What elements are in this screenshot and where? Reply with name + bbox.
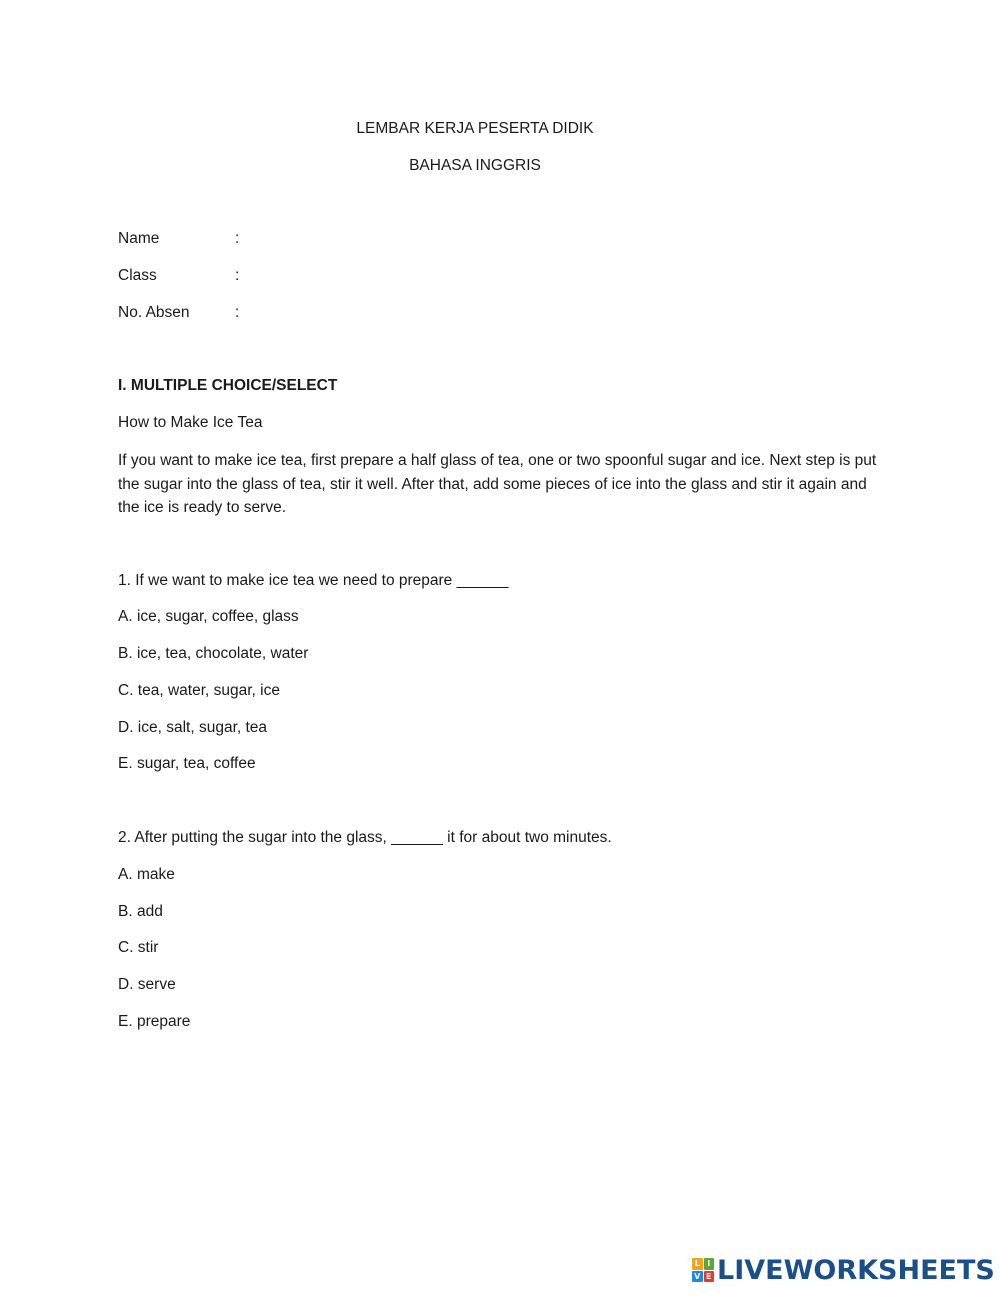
reading-title: How to Make Ice Tea xyxy=(118,414,263,431)
section-heading: I. MULTIPLE CHOICE/SELECT xyxy=(118,377,338,394)
name-colon: : xyxy=(235,230,240,247)
logo-mark-cell: L xyxy=(692,1258,703,1270)
question-1-option-b[interactable]: B. ice, tea, chocolate, water xyxy=(118,645,309,662)
live-logo-icon xyxy=(692,1258,714,1282)
logo-mark-cell: V xyxy=(692,1271,703,1283)
logo-mark-cell: I xyxy=(704,1258,715,1270)
liveworksheets-logo xyxy=(692,1254,995,1286)
worksheet-title: LEMBAR KERJA PESERTA DIDIK xyxy=(356,120,594,137)
reading-passage: If you want to make ice tea, first prepare a half glass of tea, one or two spoonful sugar and ice. Next step is put the sugar into the glass of tea, stir it well. After that, add some pieces of ice into the glass and stir it again and the ice is ready to serve. xyxy=(118,452,877,516)
name-label: Name xyxy=(118,230,160,247)
question-2: 2. After putting the sugar into the glass, ______ it for about two minutes. xyxy=(118,829,612,846)
logo-wordmark: LIVEWORKSHEETS xyxy=(717,1254,995,1286)
worksheet-subject: BAHASA INGGRIS xyxy=(409,157,541,174)
question-1-option-e[interactable]: E. sugar, tea, coffee xyxy=(118,755,256,772)
class-colon: : xyxy=(235,267,240,284)
logo-mark-cell: E xyxy=(704,1271,715,1283)
class-label: Class xyxy=(118,267,157,284)
question-1: 1. If we want to make ice tea we need to prepare ______ xyxy=(118,572,509,589)
question-1-option-a[interactable]: A. ice, sugar, coffee, glass xyxy=(118,608,299,625)
question-1-option-d[interactable]: D. ice, salt, sugar, tea xyxy=(118,719,268,736)
question-2-option-a[interactable]: A. make xyxy=(118,866,175,883)
question-2-option-c[interactable]: C. stir xyxy=(118,939,159,956)
question-2-option-d[interactable]: D. serve xyxy=(118,976,176,993)
question-2-option-b[interactable]: B. add xyxy=(118,903,163,920)
question-1-option-c[interactable]: C. tea, water, sugar, ice xyxy=(118,682,280,699)
question-2-option-e[interactable]: E. prepare xyxy=(118,1013,191,1030)
no-absen-label: No. Absen xyxy=(118,304,190,321)
no-absen-colon: : xyxy=(235,304,240,321)
